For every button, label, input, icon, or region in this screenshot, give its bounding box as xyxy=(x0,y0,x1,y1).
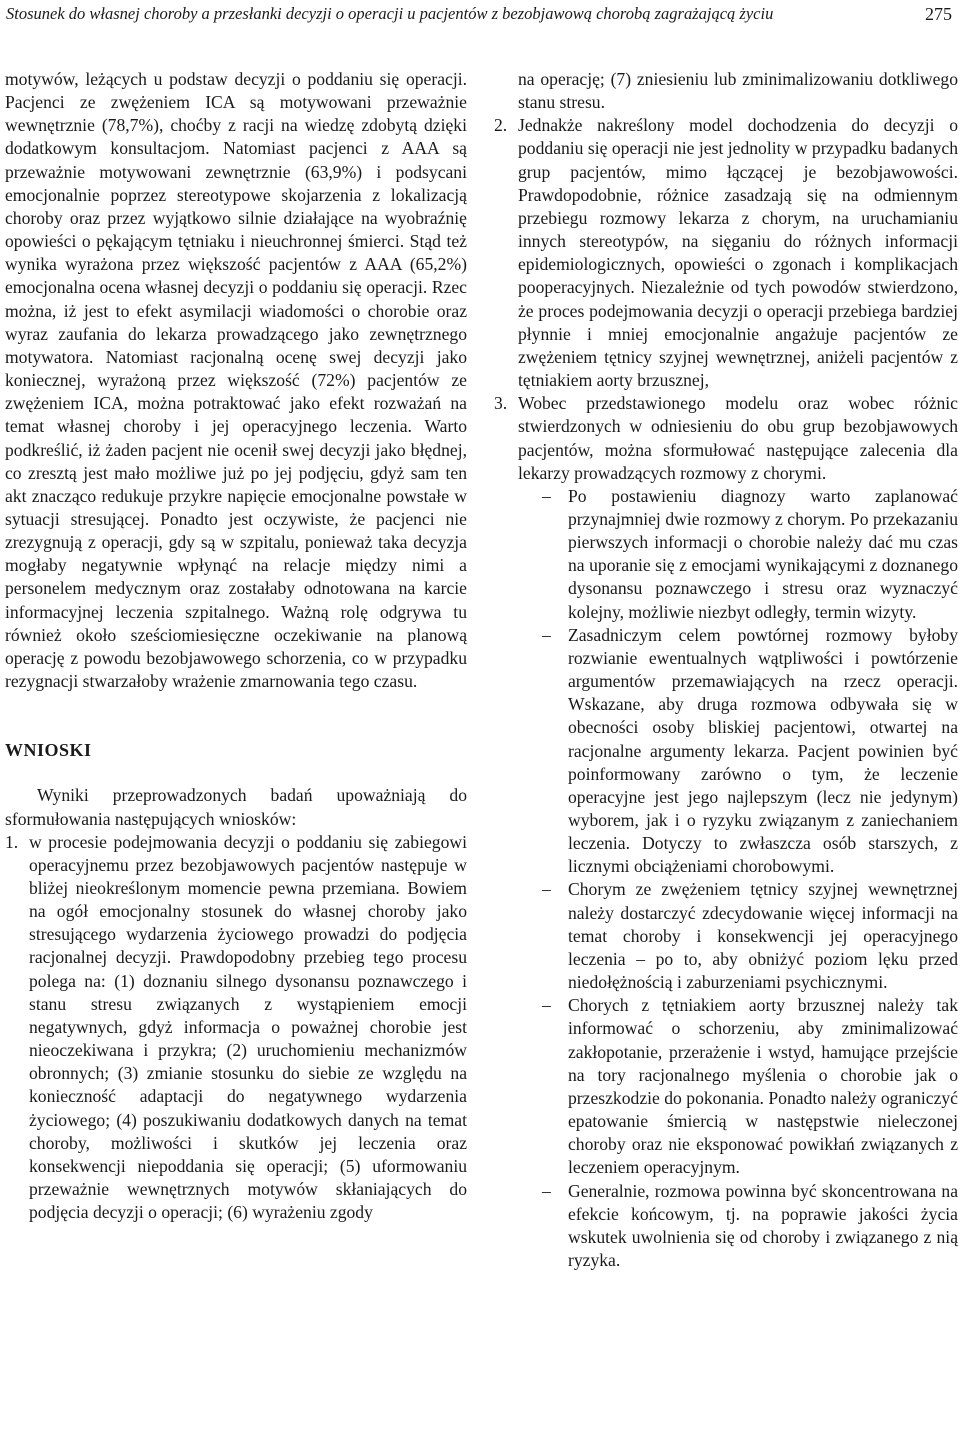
conclusion-item-1-continued xyxy=(494,68,958,114)
recommendation-item xyxy=(542,1180,958,1273)
item-text: na operację; (7) zniesieniu lub zminimalizowaniu dotkliwego stanu stresu. xyxy=(518,69,958,113)
dash-bullet: – xyxy=(542,624,551,645)
recommendation-item xyxy=(542,994,958,1179)
right-column xyxy=(494,68,958,1272)
recommendation-text: Chorym ze zwężeniem tętnicy szyjnej wewnętrznej należy dostarczyć zdecydowanie więcej informacji na temat choroby i konsekwencji jej operacyjnego leczenia – po to, aby obniżyć poziom lęku przed niedołężnością i zaburzeniami psychicznymi. xyxy=(568,879,958,993)
dash-bullet: – xyxy=(542,879,551,900)
section-heading: WNIOSKI xyxy=(5,740,92,761)
left-column xyxy=(5,68,467,1224)
recommendation-item xyxy=(542,485,958,624)
recommendation-item xyxy=(542,624,958,879)
dash-bullet: – xyxy=(542,1180,551,1201)
running-title: Stosunek do własnej choroby a przesłanki decyzji o operacji u pacjentów z bezobjawową chorobą zagrażającą życiu xyxy=(6,4,774,23)
item-text: Jednakże nakreślony model dochodzenia do decyzji o poddaniu się operacji nie jest jednolity w przypadku badanych grup pacjentów, mimo łączącej je bezobjawowości. Prawdopodobnie, różnice zasadzają się na odmiennym przebiegu rozmowy lekarza z chorym, na uruchamianiu innych stereotypów, na sięganiu do różnych informacji epidemiologicznych, opowieści o zgonach i komplikacjach pooperacyjnych. Niezależnie od tych powodów stwierdzono, że proces podejmowania decyzji o operacji przebiega bardziej płynnie i mniej emocjonalnie angażuje pacjentów ze zwężeniem tętnicy szyjnej wewnętrznej, aniżeli pacjentów z tętniakiem aorty brzusznej, xyxy=(518,115,958,391)
page-number: 275 xyxy=(925,4,952,24)
recommendation-text: Generalnie, rozmowa powinna być skoncentrowana na efekcie końcowym, tj. na poprawie jakości życia wskutek uwolnienia się od choroby i związanego z nią ryzyka. xyxy=(568,1180,958,1270)
recommendation-item xyxy=(542,878,958,994)
conclusion-item-2 xyxy=(494,114,958,392)
dash-bullet: – xyxy=(542,485,551,506)
conclusion-item-3 xyxy=(494,392,958,1272)
recommendation-text: Po postawieniu diagnozy warto zaplanować przynajmniej dwie rozmowy z chorym. Po przekazaniu pierwszych informacji o chorobie należy dać mu czas na uporanie się z emocjami wynikającymi z doznanego dysonansu poznawczego i stresu oraz wyznaczyć kolejny, możliwie niezbyt odległy, termin wizyty. xyxy=(568,485,958,622)
dash-bullet: – xyxy=(542,995,551,1016)
item-text: w procesie podejmowania decyzji o poddaniu się zabiegowi operacyjnemu przez bezobjawowych pacjentów następuje w bliżej nieokreślonym momencie pewna przemiana. Bowiem na ogół emocjonalny stosunek do własnej choroby jako stresującego wydarzenia życiowego prowadzi do podjęcia racjonalnej decyzji. Prawdopodobny przebieg tego procesu polega na: (1) doznaniu silnego dysonansu poznawczego i stanu stresu związanych z wystąpieniem emocji negatywnych, gdyż informacja o poważnej chorobie jest nieoczekiwana i przykra; (2) uruchomieniu mechanizmów obronnych; (3) zmianie stosunku do siebie ze względu na konieczność adaptacji do negatywnego wydarzenia życiowego; (4) poszukiwaniu dodatkowych danych na temat choroby, możliwości i skutków jej leczenia oraz konsekwencji niepoddania się operacji; (5) uformowaniu przeważnie wewnętrznych motywów skłaniających do podjęcia decyzji o operacji; (6) wyrażeniu zgody xyxy=(29,831,467,1223)
item-number: 1. xyxy=(5,831,19,852)
running-header xyxy=(6,2,952,28)
conclusion-item-1 xyxy=(5,831,467,1225)
conclusions-list-continued xyxy=(494,68,958,1272)
recommendations-list xyxy=(518,485,958,1272)
item-number: 2. xyxy=(494,115,508,136)
item-number: 3. xyxy=(494,393,508,414)
body-paragraph: motywów, leżących u podstaw decyzji o poddaniu się operacji. Pacjenci ze zwężeniem ICA są motywowani przeważnie wewnętrznie (78,7%), choćby z racji na wiedzę zdobytą dzięki dodatkowym konsultacjom. Natomiast pacjenci z AAA są przeważnie motywowani zewnętrznie (63,9%) i podsycani emocjonalnie poprzez stereotypowe skojarzenia z lokalizacją choroby oraz przez wyjątkowo silnie działające na wyobraźnię opowieści o pękającym tętniaku i nieuchronnej śmierci. Stąd też wynika wyrażona przez większość pacjentów z AAA (65,2%) emocjonalna ocena własnej decyzji o poddaniu się operacji. Rzec można, iż jest to efekt asymilacji wiadomości o chorobie oraz wyraz zaufania do lekarza prowadzącego jako zewnętrznego motywatora. Natomiast racjonalną ocenę swej decyzji jako koniecznej, wyrażoną przez większość (72%) pacjentów ze zwężeniem ICA, można potraktować jako efekt rozważań na temat własnej choroby i jej operacyjnego leczenia. Warto podkreślić, iż żaden pacjent nie ocenił swej decyzji jako błędnej, co zresztą jest mało możliwe już po jej podjęciu, gdyż sam ten akt znacząco redukuje przykre napięcie emocjonalne powstałe w sytuacji stresującej. Ponadto jest oczywiste, że pacjenci nie zrezygnują z operacji, gdy są w szpitalu, ponieważ taka decyzja mogłaby negatywnie wpłynąć na relacje między nimi a personelem medycznym oraz zostałaby odnotowana na karcie informacyjnej leczenia szpitalnego. Ważną rolę odgrywa tu również około sześciomiesięczne oczekiwanie na planową operację z powodu bezobjawowego schorzenia, co w przypadku rezygnacji stwarzałoby wrażenie zmarnowania tego czasu. xyxy=(5,69,467,692)
conclusions-intro: Wyniki przeprowadzonych badań upoważniają do sformułowania następujących wniosków: xyxy=(5,785,467,829)
recommendation-text: Chorych z tętniakiem aorty brzusznej należy tak informować o schorzeniu, aby zminimalizować zakłopotanie, przerażenie i wstyd, hamujące przejście na tory racjonalnego myślenia o chorobie jak o przeszkodzie do pokonania. Ponadto należy ograniczyć epatowanie śmiercią w następstwie nieleczonej choroby oraz nie eksponować powikłań związanych z leczeniem operacyjnym. xyxy=(568,995,958,1178)
conclusions-list xyxy=(5,831,467,1225)
recommendation-text: Zasadniczym celem powtórnej rozmowy byłoby rozwianie ewentualnych wątpliwości i powtórzenie argumentów przemawiających na rzecz operacji. Wskazane, aby druga rozmowa odbywała się w obecności osoby bliskiej pacjentowi, otwartej na racjonalne argumenty lekarza. Pacjent powinien być poinformowany zarówno o tym, że leczenie operacyjne jest jego najlepszym (lecz nie jedynym) wyborem, jak i o ryzyku związanym z zaniechaniem leczenia. Dotyczy to zwłaszcza osób starszych, z licznymi obciążeniami chorobowymi. xyxy=(568,624,958,877)
item-text: Wobec przedstawionego modelu oraz wobec różnic stwierdzonych w odniesieniu do obu grup bezobjawowych pacjentów, można sformułować następujące zalecenia dla lekarzy prowadzących rozmowy z chorymi. xyxy=(518,393,958,483)
